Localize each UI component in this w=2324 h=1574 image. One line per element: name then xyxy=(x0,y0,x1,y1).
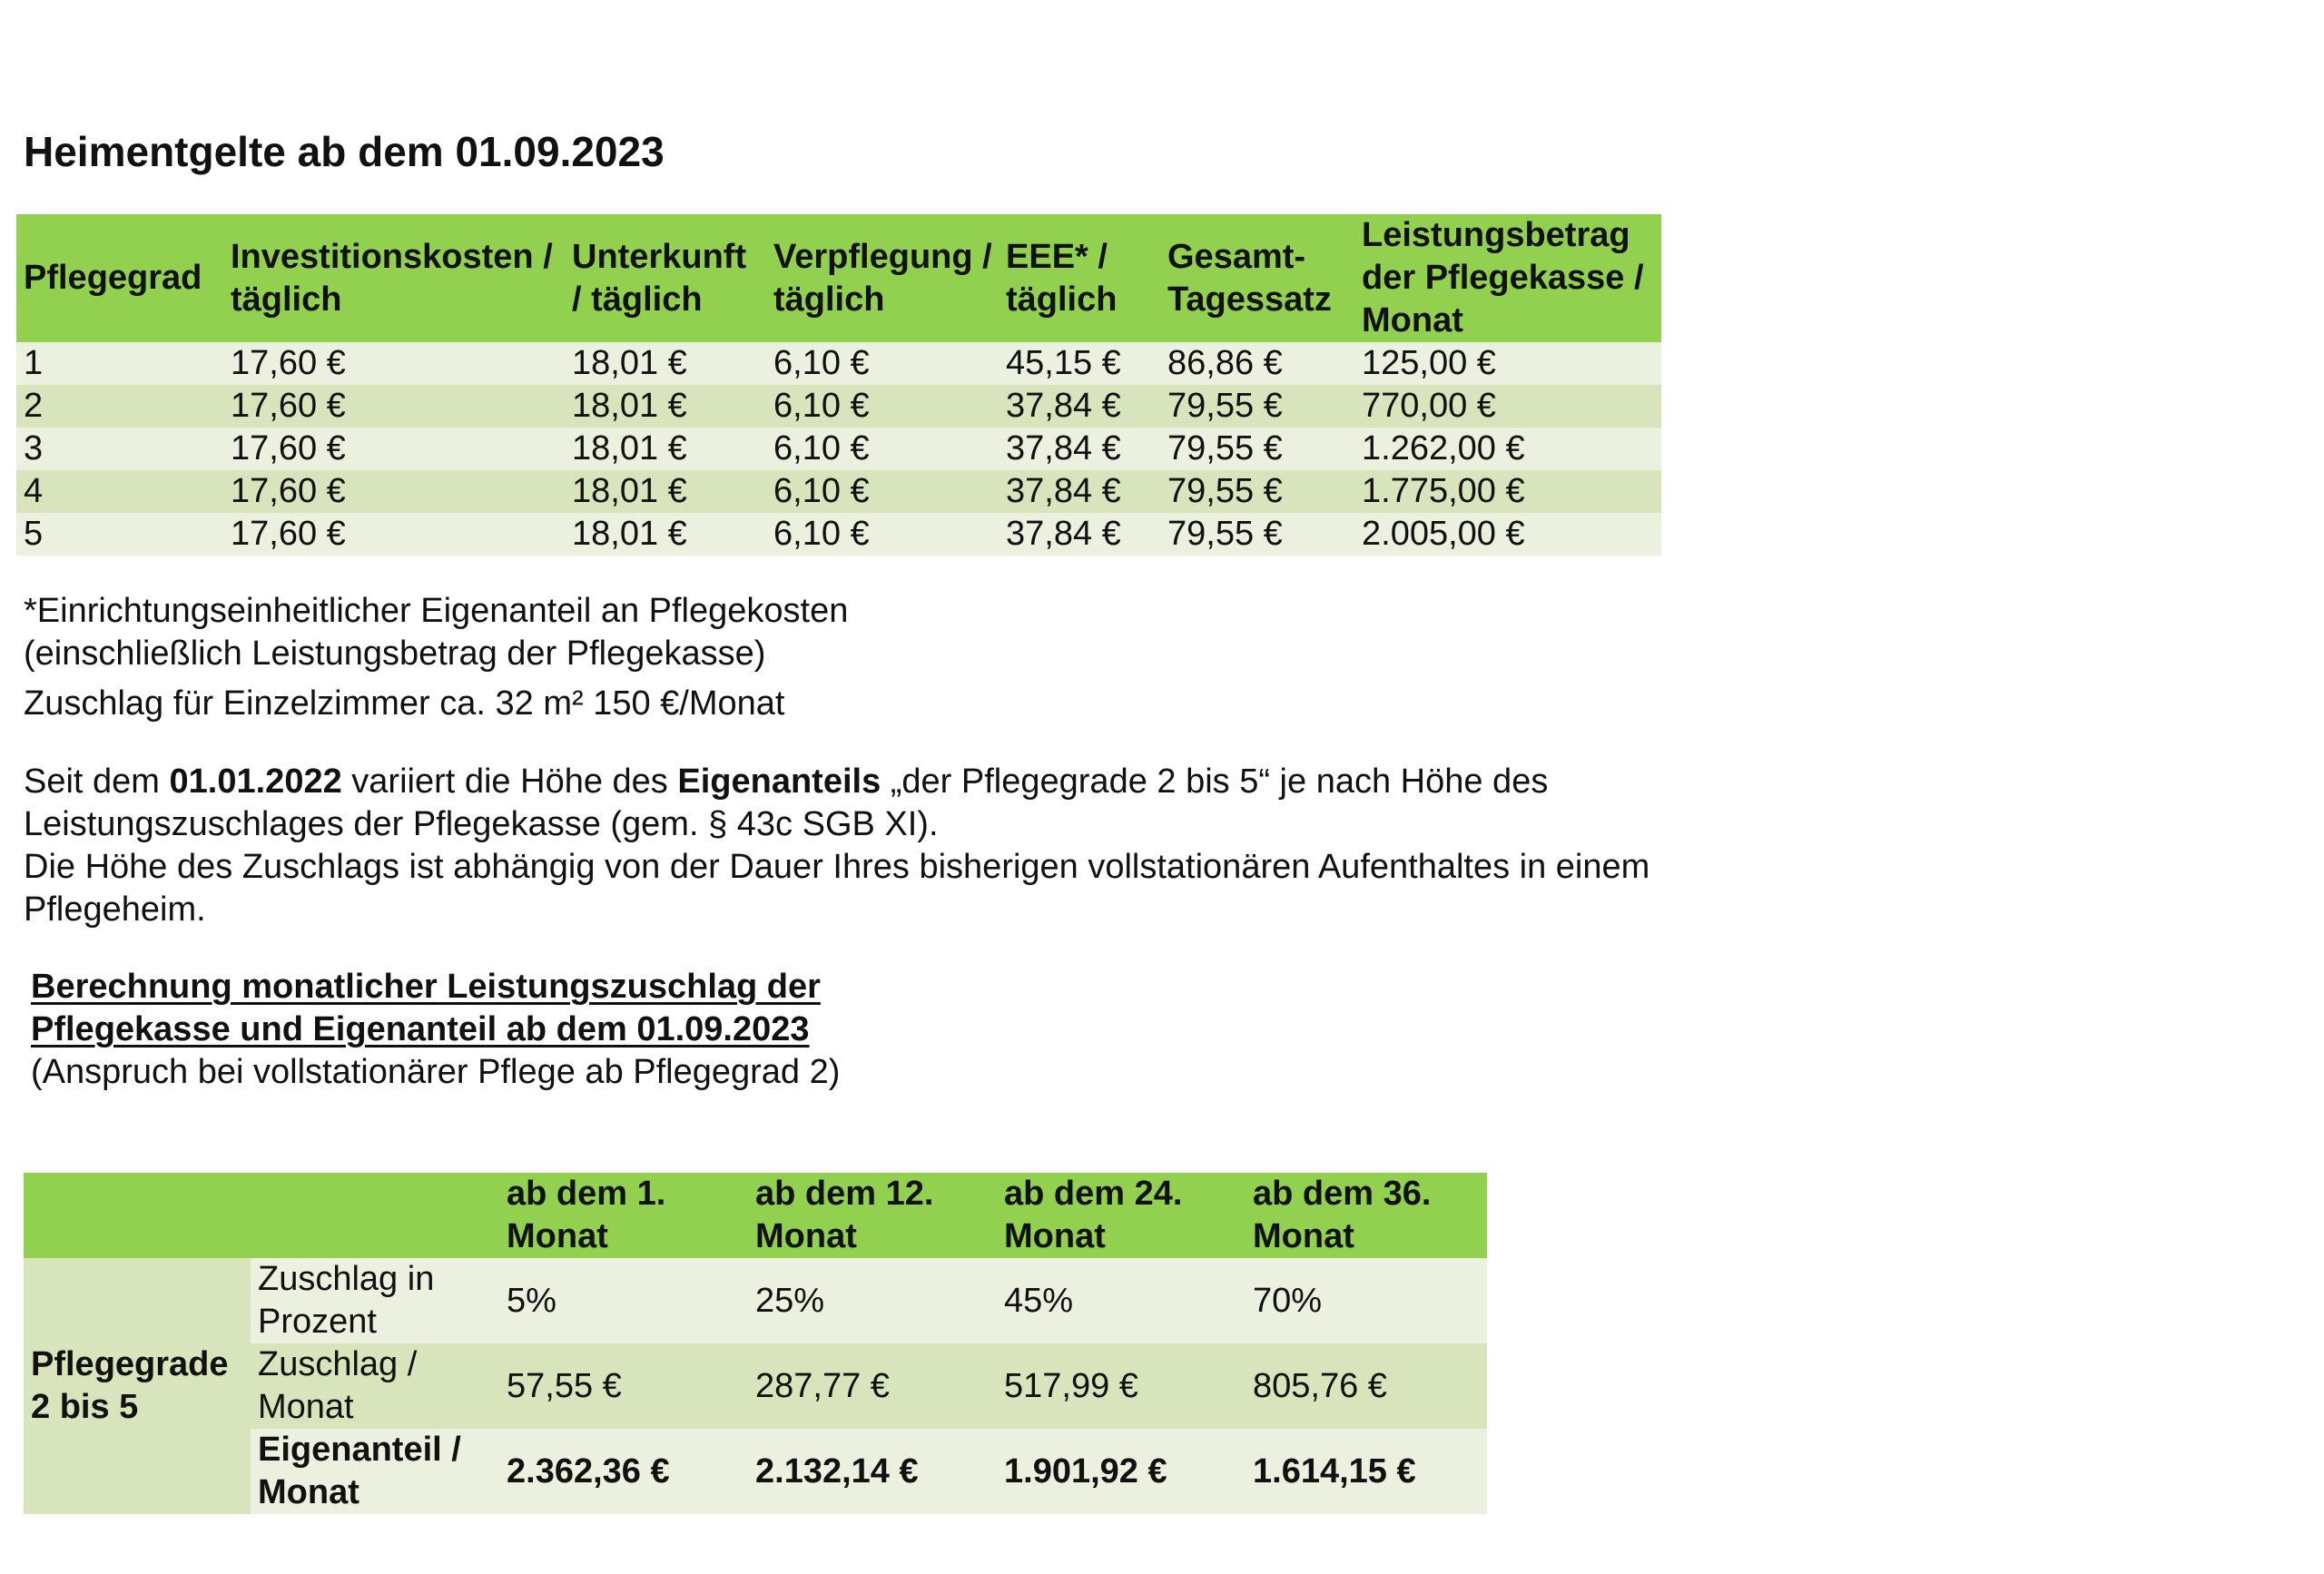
table-cell: 17,60 € xyxy=(223,385,565,428)
col-header-investitionskosten: Investitionskosten / täglich xyxy=(223,214,565,342)
table-cell: 45% xyxy=(997,1258,1246,1343)
table-row xyxy=(24,1258,1487,1343)
table-cell: 79,55 € xyxy=(1160,513,1354,556)
table-cell: 2.005,00 € xyxy=(1354,513,1661,556)
supplement-table xyxy=(24,1173,1487,1514)
table-row xyxy=(16,513,1661,556)
table-cell: 5% xyxy=(499,1258,748,1343)
table-cell: 6,10 € xyxy=(766,385,999,428)
col-header-month-36: ab dem 36. Monat xyxy=(1246,1173,1487,1258)
table-cell: 18,01 € xyxy=(565,470,766,513)
paragraph-text: Die Höhe des Zuschlags ist abhängig von der Dauer Ihres bisherigen vollstationären Aufenthaltes in einem Pflegeheim. xyxy=(24,848,1650,929)
table-cell: 2 xyxy=(16,385,223,428)
table-cell: 2.132,14 € xyxy=(748,1429,997,1514)
paragraph-text: „der Pflegegrade 2 bis 5“ je nach Höhe des Leistungszuschlages der Pflegekasse (gem. § 43c SGB XI). xyxy=(24,762,1549,843)
table-cell: 79,55 € xyxy=(1160,428,1354,470)
table-cell: 6,10 € xyxy=(766,470,999,513)
table-cell: 2.362,36 € xyxy=(499,1429,748,1514)
calc-title: Berechnung monatlicher Leistungszuschlag der Pflegekasse und Eigenanteil ab dem 01.09.2023 xyxy=(31,968,821,1048)
rates-table-header xyxy=(16,214,1661,342)
table-cell: 770,00 € xyxy=(1354,385,1661,428)
table-cell: 18,01 € xyxy=(565,385,766,428)
paragraph-text: variiert die Höhe des xyxy=(341,762,678,801)
table-cell: 57,55 € xyxy=(499,1343,748,1429)
table-cell: 17,60 € xyxy=(223,428,565,470)
table-cell: 6,10 € xyxy=(766,513,999,556)
empty-header-cell xyxy=(251,1173,499,1258)
table-cell: 37,84 € xyxy=(999,428,1160,470)
table-cell: 86,86 € xyxy=(1160,342,1354,385)
table-cell: 4 xyxy=(16,470,223,513)
table-row xyxy=(16,428,1661,470)
table-cell: 805,76 € xyxy=(1246,1343,1487,1429)
table-cell: 1.614,15 € xyxy=(1246,1429,1487,1514)
table-cell: 70% xyxy=(1246,1258,1487,1343)
supplement-explanation xyxy=(24,761,1730,931)
group-label-pflegegrade: Pflegegrade 2 bis 5 xyxy=(24,1258,251,1514)
footnote-eee-detail: (einschließlich Leistungsbetrag der Pflegekasse) xyxy=(24,635,766,673)
col-header-verpflegung: Verpflegung / täglich xyxy=(766,214,999,342)
footnote-single-room: Zuschlag für Einzelzimmer ca. 32 m² 150 €/Monat xyxy=(24,684,785,723)
table-cell: 37,84 € xyxy=(999,513,1160,556)
table-cell: 517,99 € xyxy=(997,1343,1246,1429)
row-label: Eigenanteil / Monat xyxy=(251,1429,499,1514)
calc-subtitle: (Anspruch bei vollstationärer Pflege ab Pflegegrad 2) xyxy=(31,1053,841,1091)
table-cell: 45,15 € xyxy=(999,342,1160,385)
col-header-gesamt-tagessatz: Gesamt-Tagessatz xyxy=(1160,214,1354,342)
table-cell: 17,60 € xyxy=(223,342,565,385)
table-row xyxy=(16,342,1661,385)
table-cell: 6,10 € xyxy=(766,428,999,470)
table-row xyxy=(16,470,1661,513)
paragraph-text: Seit dem xyxy=(24,762,170,801)
table-cell: 17,60 € xyxy=(223,470,565,513)
supplement-table-header xyxy=(24,1173,1487,1258)
col-header-eee: EEE* / täglich xyxy=(999,214,1160,342)
row-label: Zuschlag in Prozent xyxy=(251,1258,499,1343)
table-cell: 1.262,00 € xyxy=(1354,428,1661,470)
table-cell: 17,60 € xyxy=(223,513,565,556)
row-label: Zuschlag / Monat xyxy=(251,1343,499,1429)
table-cell: 3 xyxy=(16,428,223,470)
col-header-month-1: ab dem 1. Monat xyxy=(499,1173,748,1258)
page-title: Heimentgelte ab dem 01.09.2023 xyxy=(24,128,665,175)
table-cell: 18,01 € xyxy=(565,428,766,470)
empty-header-cell xyxy=(24,1173,251,1258)
table-cell: 287,77 € xyxy=(748,1343,997,1429)
table-cell: 1.901,92 € xyxy=(997,1429,1246,1514)
table-cell: 5 xyxy=(16,513,223,556)
calc-section-heading xyxy=(31,966,939,1094)
table-cell: 37,84 € xyxy=(999,385,1160,428)
table-cell: 25% xyxy=(748,1258,997,1343)
table-cell: 37,84 € xyxy=(999,470,1160,513)
table-cell: 18,01 € xyxy=(565,342,766,385)
footnote-eee: *Einrichtungseinheitlicher Eigenanteil an Pflegekosten xyxy=(24,592,849,630)
col-header-month-12: ab dem 12. Monat xyxy=(748,1173,997,1258)
col-header-pflegegrad: Pflegegrad xyxy=(16,214,223,342)
rates-table xyxy=(16,214,1661,556)
table-cell: 1.775,00 € xyxy=(1354,470,1661,513)
table-cell: 125,00 € xyxy=(1354,342,1661,385)
table-row xyxy=(16,385,1661,428)
table-cell: 79,55 € xyxy=(1160,470,1354,513)
table-cell: 18,01 € xyxy=(565,513,766,556)
col-header-month-24: ab dem 24. Monat xyxy=(997,1173,1246,1258)
col-header-leistungsbetrag: Leistungsbetrag der Pflegekasse / Monat xyxy=(1354,214,1661,342)
table-cell: 1 xyxy=(16,342,223,385)
col-header-unterkunft: Unterkunft / täglich xyxy=(565,214,766,342)
paragraph-term: Eigenanteils xyxy=(677,762,881,801)
paragraph-date: 01.01.2022 xyxy=(169,762,342,801)
table-cell: 79,55 € xyxy=(1160,385,1354,428)
table-cell: 6,10 € xyxy=(766,342,999,385)
